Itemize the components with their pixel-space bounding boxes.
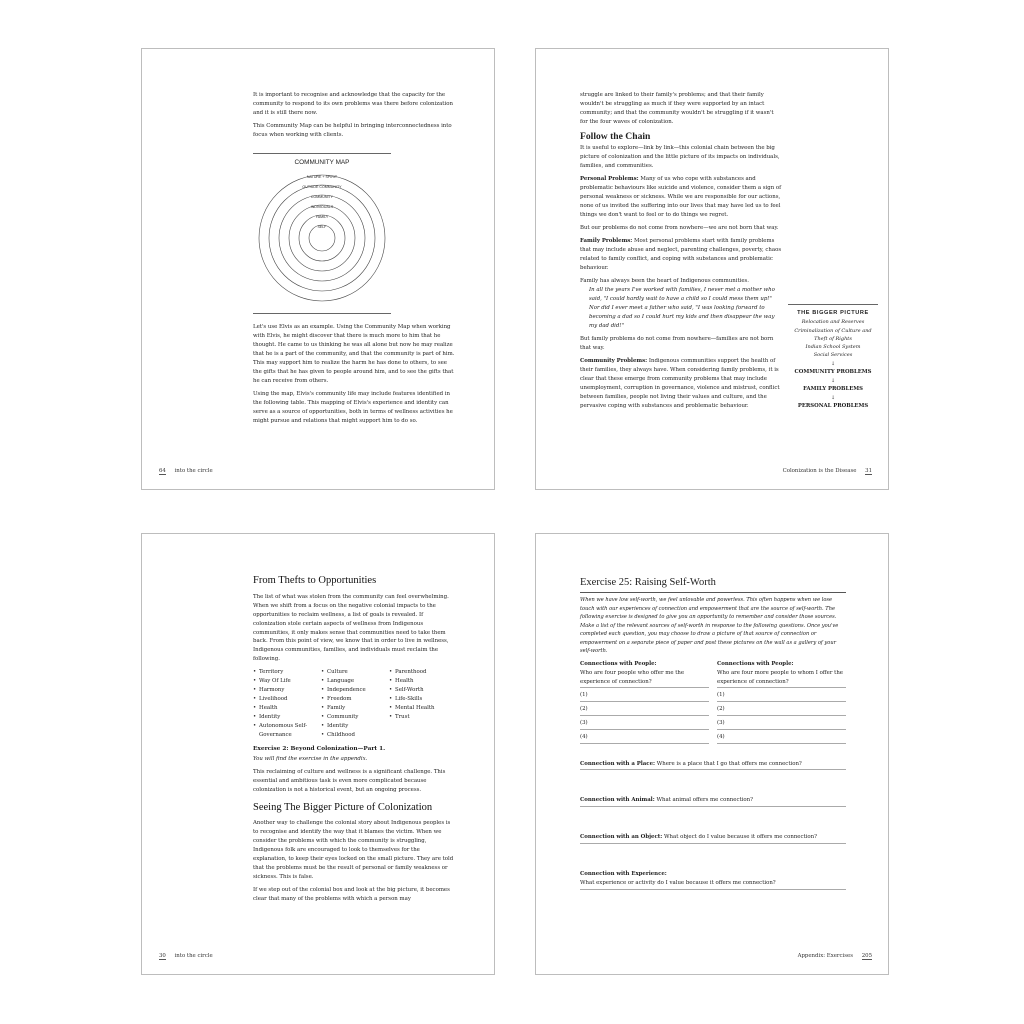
column-question: Who are four people who offer me the experience of connection? (580, 669, 709, 688)
list-item: • Territory (253, 668, 317, 677)
list-item: • Way Of Life (253, 677, 317, 686)
paragraph: It is important to recognise and acknowledge that the capacity for the community to respond to its own problems was there before colonization and it is still there now. (253, 92, 453, 116)
answer-line-3[interactable]: (3) (580, 716, 709, 730)
paragraph: This reclaiming of culture and wellness is a significant challenge. This essential and ambitious task is even more complicated because colonization is not a historical event, but an ongoing process. (253, 768, 446, 793)
answer-line-1[interactable]: (1) (717, 688, 846, 702)
bigger-picture-sidebar (788, 304, 878, 411)
list-item: • Language (321, 677, 385, 686)
book-page-64 (141, 48, 495, 490)
paragraph (580, 237, 782, 273)
question-text: What experience or activity do I value because it offers me connection? (580, 880, 776, 887)
question-label: Connection with an Object: (580, 834, 663, 841)
place-question[interactable] (580, 760, 846, 771)
sidebar-caption: COMMUNITY PROBLEMS (794, 369, 872, 376)
experience-question[interactable] (580, 870, 846, 890)
running-title: Appendix: Exercises (797, 953, 853, 959)
exercise-reference: Exercise 2: Beyond Colonization—Part 1. (253, 746, 386, 753)
list-item: • Autonomous Self-Governance (253, 722, 317, 740)
question-text: Where is a place that I go that offers me connection? (655, 760, 802, 767)
ring-family (299, 215, 345, 261)
term-text: Indigenous communities support the health of their families, they always have. When considering family problems, it is clear that these emerge from community problems that may include unemployment, corruption in governance, violence and mistrust, conflict between families, people not living their values and culture, and the pervasive coping with substances and problematic behaviour. (580, 357, 780, 409)
answer-line-3[interactable]: (3) (717, 716, 846, 730)
down-arrow-icon: ↓ (830, 394, 836, 401)
answer-line-2[interactable]: (2) (580, 702, 709, 716)
list-item: • Livelihood (253, 695, 317, 704)
list-item: • Community (321, 713, 385, 722)
list-item: • Identity (253, 713, 317, 722)
section-heading: Seeing The Bigger Picture of Colonization (253, 801, 433, 813)
exercise-title: Exercise 25: Raising Self-Worth (580, 574, 846, 593)
paragraph (580, 175, 782, 220)
question-text: What object do I value because it offers me connection? (662, 834, 818, 841)
page-footer (159, 468, 213, 475)
answer-line-4[interactable]: (4) (717, 730, 846, 744)
reclaim-list (253, 668, 455, 740)
paragraph: struggle are linked to their family's problems; and that their family wouldn't be struggling as much if they were supported by an intact community; and that the community wouldn't be struggling if it wasn't for the four waves of colonization. (580, 92, 774, 125)
down-arrow-icon: ↓ (830, 377, 836, 384)
list-item: • Self-Worth (389, 686, 453, 695)
community-map-diagram (253, 166, 391, 304)
answer-line-2[interactable]: (2) (717, 702, 846, 716)
list-item: • Freedom (321, 695, 385, 704)
page-footer (783, 468, 872, 475)
ring-label: NATURE + SPIRIT (306, 175, 338, 179)
column-label: Connections with People: (717, 660, 794, 667)
divider (253, 313, 391, 314)
column-question: Who are four more people to whom I offer the experience of connection? (717, 669, 846, 688)
list-item: • Identity (321, 722, 385, 731)
sidebar-title: THE BIGGER PICTURE (797, 310, 869, 316)
paragraph: Family has always been the heart of Indigenous communities. (580, 277, 750, 284)
paragraph: But family problems do not come from nowhere—families are not born that way. (580, 335, 774, 351)
list-item: • Harmony (253, 686, 317, 695)
running-title: into the circle (174, 953, 213, 959)
page-205-text (580, 574, 846, 890)
term-label: Community Problems: (580, 357, 648, 364)
paragraph: If we step out of the colonial box and look at the big picture, it becomes clear that many of the problems with which a person may (253, 887, 450, 903)
question-label: Connection with Animal: (580, 797, 655, 804)
ring-nature-spirit (259, 175, 385, 301)
paragraph: This Community Map can be helpful in bringing interconnectedness into focus when working with clients. (253, 122, 452, 138)
sidebar-item: Indian School System (805, 344, 861, 351)
paragraph: Let's use Elvis as an example. Using the Community Map when working with Elvis, he might discover that there is much more to him that he thought. He came to us thinking he was all alone but now he may realize that he is a part of the community, and that the community is part of him. This may support him to realize the harm he has done to others, to see the gifts that he has given to people around him, and to see the gifts that he can receive from others. (253, 324, 455, 384)
page-number: 205 (861, 953, 872, 959)
book-page-205 (535, 533, 889, 975)
list-item: • Mental Health (389, 704, 453, 713)
running-title: Colonization is the Disease (782, 468, 857, 474)
list-column (253, 668, 317, 740)
section-heading: Follow the Chain (580, 130, 651, 142)
people-column-1 (580, 660, 709, 744)
section-heading: From Thefts to Opportunities (253, 575, 377, 586)
page-footer (798, 953, 872, 960)
sidebar-item: Relocation and Reserves (801, 319, 865, 326)
list-item: • Life-Skills (389, 695, 453, 704)
page-footer (159, 953, 213, 960)
term-label: Personal Problems: (580, 176, 639, 183)
list-column (389, 668, 453, 740)
term-label: Family Problems: (580, 238, 633, 245)
sidebar-item: Social Services (813, 352, 853, 359)
list-item: • Family (321, 704, 385, 713)
block-quote: In all the years I've worked with families, I never met a mother who said, "I could hardly wait to have a child so I could mess them up!" Nor did I ever meet a father who said, "I was looking forward to becoming a dad so I could hurt my kids and then disappear the way my dad did!" (589, 286, 775, 329)
term-text: Many of us who cope with substances and problematic behaviours like suicide and violence, consider them a sign of personal weakness or sickness. While we are responsible for our actions, none of us invited the suffering into our lives that may have led us to feel things we don't want to feel or to do things we regret. (580, 176, 782, 219)
ring-label: FAMILY (315, 215, 329, 219)
sidebar-item: Criminalization of Culture and Theft of Rights (794, 327, 872, 342)
ring-outside-community (269, 185, 375, 291)
answer-line-1[interactable]: (1) (580, 688, 709, 702)
community-map-title: COMMUNITY MAP (294, 159, 350, 166)
page-number: 64 (159, 468, 166, 474)
page-30-text (253, 574, 455, 908)
question-label: Connection with a Place: (580, 760, 656, 767)
list-item: • Health (389, 677, 453, 686)
people-column-2 (717, 660, 846, 744)
list-item: • Trust (389, 713, 453, 722)
sidebar-caption: PERSONAL PROBLEMS (797, 403, 869, 410)
animal-question[interactable] (580, 796, 846, 807)
question-label: Connection with Experience: (580, 871, 667, 878)
connections-people-grid (580, 660, 846, 744)
page-64-text-lower (253, 323, 455, 430)
paragraph: The list of what was stolen from the community can feel overwhelming. When we shift from a focus on the negative colonial impacts to the opportunities to reclaim wellness, a list of goals is revealed. If colonization stole certain aspects of wellness from Indigenous communities, it only makes sense that communities need to take them back. From this point of view, we know that in order to live in wellness, Indigenous communities, families, and individuals must reclaim the following. (253, 593, 449, 663)
answer-line-4[interactable]: (4) (580, 730, 709, 744)
sidebar-caption: FAMILY PROBLEMS (803, 386, 863, 393)
page-64-text (253, 91, 461, 144)
page-31-text (580, 91, 782, 415)
community-map-figure (253, 153, 391, 304)
paragraph: It is useful to explore—link by link—this colonial chain between the big picture of colonization and the little picture of its impacts on individuals, families, and communities. (580, 145, 780, 170)
book-page-30 (141, 533, 495, 975)
object-question[interactable] (580, 833, 846, 844)
paragraph: Using the map, Elvis's community life may include features identified in the following table. This mapping of Elvis's experience and identity can serve as a source of opportunities, both in terms of wellness activities he might pursue and relations that might support him to do so. (253, 390, 453, 424)
ring-label: INDIVIDUALS (310, 205, 334, 209)
column-label: Connections with People: (580, 660, 657, 667)
down-arrow-icon: ↓ (830, 360, 836, 367)
paragraph (580, 357, 782, 411)
running-title: into the circle (174, 468, 213, 474)
paragraph: But our problems do not come from nowhere—we are not born that way. (580, 225, 779, 232)
exercise-note: You will find the exercise in the appendix. (253, 755, 368, 762)
exercise-intro: When we have low self-worth, we feel unlovable and powerless. This often happens when we lose touch with our experiences of connection and empowerment that are the source of self-worth. The following exercise is designed to give you an opportunity to remember and consider those sources. Make a list of the relevant sources of self-worth in response to the following questions. Once you've completed each question, you may choose to draw a picture of that source of connection or empowerment on a separate piece of paper and post these pictures on the wall as a gallery of your self-worth. (580, 597, 839, 655)
paragraph: Another way to challenge the colonial story about Indigenous peoples is to recognise and identify the way that it blames the victim. When we consider the problems with which the community is struggling, Indigenous folk are encouraged to look to themselves for the explanation, to keep their eyes locked on the small picture. They are told that the problems must be the result of personal or family weakness or sickness. This is false. (253, 820, 454, 881)
list-item: • Culture (321, 668, 385, 677)
list-item: • Childhood (321, 731, 385, 740)
page-number: 30 (159, 953, 166, 959)
book-page-31 (535, 48, 889, 490)
list-item: • Parenthood (389, 668, 453, 677)
question-text: What animal offers me connection? (654, 797, 753, 804)
list-item: • Independence (321, 686, 385, 695)
list-column (321, 668, 385, 740)
ring-label: SELF (317, 225, 327, 229)
list-item: • Health (253, 704, 317, 713)
ring-label: COMMUNITY (310, 195, 334, 199)
term-text: Most personal problems start with family problems that may include abuse and neglect, parenting challenges, poverty, chaos related to family conflict, and coping with substances and problematic behaviour. (580, 238, 782, 271)
ring-label: OUTSIDE COMMUNITY (302, 185, 342, 189)
page-number: 31 (865, 468, 872, 474)
